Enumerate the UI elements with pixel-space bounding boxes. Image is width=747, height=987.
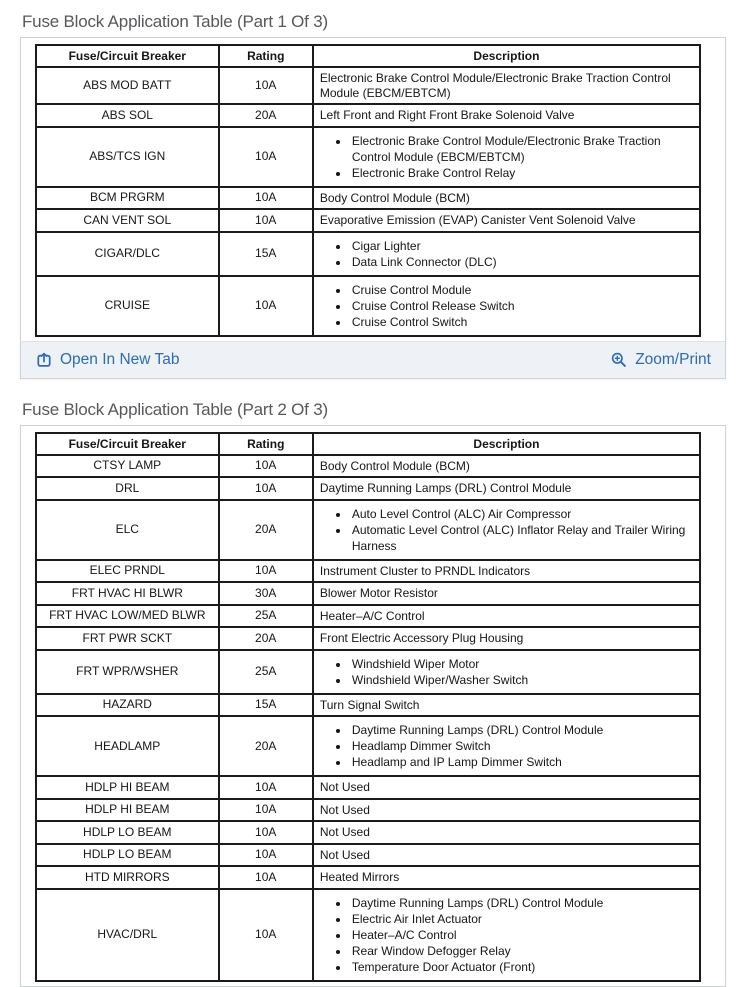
table-row — [36, 716, 700, 776]
description-bullet-list — [320, 282, 691, 330]
rating-cell: 20A — [219, 500, 313, 560]
description-bullet-item: • Windshield Wiper Motor — [350, 656, 691, 672]
table-scan-part2 — [21, 426, 725, 986]
table-row — [36, 694, 700, 717]
description-bullet-list — [320, 133, 691, 181]
rating-cell: 10A — [219, 776, 313, 799]
fuse-table-part1 — [35, 44, 701, 337]
description-text: Heated Mirrors — [319, 870, 400, 884]
fuse-name-cell: CIGAR/DLC — [36, 232, 219, 276]
table-row — [36, 477, 700, 500]
zoom-print-button[interactable] — [610, 351, 711, 369]
rating-cell: 10A — [219, 455, 313, 478]
description-text: Turn Signal Switch — [319, 697, 420, 712]
rating-cell: 10A — [219, 560, 313, 583]
table-card-part1 — [20, 37, 726, 379]
table-row — [36, 455, 700, 478]
table-row — [36, 605, 700, 628]
description-bullet-list — [320, 238, 691, 270]
rating-cell: 20A — [219, 627, 313, 650]
description-cell — [313, 67, 700, 104]
description-text: Not Used — [319, 847, 370, 862]
description-bullet-item: • Automatic Level Control (ALC) Inflator Relay and Trailer Wiring Harness — [350, 522, 691, 554]
table-row — [36, 209, 700, 232]
description-bullet-item: • Headlamp and IP Lamp Dimmer Switch — [350, 754, 691, 770]
fuse-name-cell: ABS SOL — [36, 104, 219, 127]
fuse-name-cell: FRT WPR/WSHER — [36, 650, 219, 694]
column-header-fuse: Fuse/Circuit Breaker — [36, 433, 219, 455]
table-header-row — [36, 433, 700, 455]
page-title-part2: Fuse Block Application Table (Part 2 Of 3) — [22, 399, 328, 419]
table-row — [36, 276, 700, 336]
description-bullet-item: • Daytime Running Lamps (DRL) Control Module — [350, 895, 691, 911]
table-row — [36, 866, 700, 889]
description-bullet-item: • Rear Window Defogger Relay — [350, 943, 691, 959]
fuse-name-cell: BCM PRGRM — [36, 187, 219, 210]
table-row — [36, 776, 700, 799]
open-in-new-tab-button[interactable] — [35, 351, 179, 369]
description-cell — [313, 605, 700, 628]
description-text: Front Electric Accessory Plug Housing — [319, 631, 524, 645]
open-in-new-tab-icon — [35, 351, 53, 369]
description-cell — [313, 799, 700, 822]
rating-cell: 25A — [219, 650, 313, 694]
description-bullet-item: • Daytime Running Lamps (DRL) Control Module — [350, 722, 691, 738]
fuse-name-cell: FRT HVAC LOW/MED BLWR — [36, 605, 219, 628]
table-row — [36, 844, 700, 867]
description-bullet-item: • Cigar Lighter — [350, 238, 691, 254]
description-text: Body Control Module (BCM) — [319, 458, 470, 473]
description-cell — [313, 455, 700, 478]
table-row — [36, 67, 700, 104]
fuse-table-section-part1 — [0, 12, 747, 379]
description-bullet-list — [320, 722, 691, 770]
description-cell — [313, 694, 700, 717]
column-header-rating: Rating — [219, 433, 313, 455]
description-bullet-item: • Data Link Connector (DLC) — [350, 254, 691, 270]
fuse-name-cell: ELC — [36, 500, 219, 560]
open-in-new-tab-label: Open In New Tab — [60, 350, 180, 368]
table-row — [36, 500, 700, 560]
fuse-name-cell: ELEC PRNDL — [36, 560, 219, 583]
description-bullet-item: • Heater–A/C Control — [350, 927, 691, 943]
fuse-name-cell: HEADLAMP — [36, 716, 219, 776]
rating-cell: 25A — [219, 605, 313, 628]
description-cell — [313, 844, 700, 867]
description-bullet-item: • Headlamp Dimmer Switch — [350, 738, 691, 754]
rating-cell: 10A — [219, 477, 313, 500]
table-card-part2 — [20, 425, 726, 987]
rating-cell: 10A — [219, 276, 313, 336]
description-cell — [313, 276, 700, 336]
rating-cell: 10A — [219, 187, 313, 210]
table-row — [36, 821, 700, 844]
rating-cell: 20A — [219, 104, 313, 127]
description-text: Left Front and Right Front Brake Solenoid Valve — [319, 108, 575, 122]
description-bullet-list — [320, 506, 691, 554]
rating-cell: 10A — [219, 67, 313, 104]
column-header-rating: Rating — [219, 45, 313, 67]
description-text: Instrument Cluster to PRNDL Indicators — [319, 563, 531, 578]
description-text: Electronic Brake Control Module/Electronic Brake Traction Control Module (EBCM/EBTCM) — [319, 71, 671, 100]
table-toolbar — [21, 341, 725, 378]
description-cell — [313, 500, 700, 560]
fuse-name-cell: HDLP LO BEAM — [36, 821, 219, 844]
fuse-name-cell: ABS/TCS IGN — [36, 127, 219, 187]
description-bullet-list — [320, 895, 691, 975]
table-row — [36, 232, 700, 276]
table-row — [36, 889, 700, 981]
description-bullet-item: • Auto Level Control (ALC) Air Compressor — [350, 506, 691, 522]
fuse-table-part2 — [35, 432, 701, 982]
column-header-description: Description — [313, 45, 700, 67]
description-cell — [313, 627, 700, 650]
fuse-name-cell: HDLP HI BEAM — [36, 776, 219, 799]
rating-cell: 10A — [219, 209, 313, 232]
description-cell — [313, 127, 700, 187]
table-header-row — [36, 45, 700, 67]
table-row — [36, 104, 700, 127]
description-text: Body Control Module (BCM) — [319, 190, 470, 205]
rating-cell: 15A — [219, 694, 313, 717]
table-row — [36, 582, 700, 605]
description-cell — [313, 187, 700, 210]
fuse-name-cell: HDLP LO BEAM — [36, 844, 219, 867]
description-cell — [313, 866, 700, 889]
description-cell — [313, 209, 700, 232]
fuse-name-cell: FRT HVAC HI BLWR — [36, 582, 219, 605]
description-cell — [313, 889, 700, 981]
rating-cell: 10A — [219, 866, 313, 889]
description-bullet-item: • Cruise Control Module — [350, 282, 691, 298]
rating-cell: 10A — [219, 127, 313, 187]
table-row — [36, 127, 700, 187]
fuse-name-cell: HAZARD — [36, 694, 219, 717]
description-text: Blower Motor Resistor — [319, 586, 438, 600]
column-header-fuse: Fuse/Circuit Breaker — [36, 45, 219, 67]
description-bullet-item: • Electric Air Inlet Actuator — [350, 911, 691, 927]
description-cell — [313, 104, 700, 127]
table-row — [36, 799, 700, 822]
fuse-name-cell: CAN VENT SOL — [36, 209, 219, 232]
description-text: Not Used — [319, 802, 370, 817]
fuse-table-section-part2 — [0, 400, 747, 987]
description-cell — [313, 582, 700, 605]
table-row — [36, 627, 700, 650]
fuse-name-cell: HVAC/DRL — [36, 889, 219, 981]
rating-cell: 10A — [219, 799, 313, 822]
description-cell — [313, 560, 700, 583]
description-cell — [313, 821, 700, 844]
description-bullet-item: • Windshield Wiper/Washer Switch — [350, 672, 691, 688]
page-title-part1: Fuse Block Application Table (Part 1 Of 3) — [22, 12, 328, 31]
column-header-description: Description — [313, 433, 700, 455]
description-bullet-item: • Temperature Door Actuator (Front) — [350, 959, 691, 975]
description-text: Evaporative Emission (EVAP) Canister Vent Solenoid Valve — [319, 213, 636, 227]
fuse-name-cell: ABS MOD BATT — [36, 67, 219, 104]
rating-cell: 10A — [219, 821, 313, 844]
magnifier-plus-icon — [610, 351, 628, 369]
description-bullet-item: • Cruise Control Switch — [350, 314, 691, 330]
description-bullet-list — [320, 656, 691, 688]
description-cell — [313, 716, 700, 776]
page — [0, 12, 747, 987]
fuse-name-cell: DRL — [36, 477, 219, 500]
description-cell — [313, 776, 700, 799]
fuse-name-cell: CRUISE — [36, 276, 219, 336]
description-text: Daytime Running Lamps (DRL) Control Module — [319, 481, 572, 495]
description-cell — [313, 650, 700, 694]
rating-cell: 10A — [219, 889, 313, 981]
table-row — [36, 187, 700, 210]
fuse-name-cell: FRT PWR SCKT — [36, 627, 219, 650]
fuse-name-cell: HDLP HI BEAM — [36, 799, 219, 822]
description-bullet-item: • Electronic Brake Control Module/Electronic Brake Traction Control Module (EBCM/EBTCM) — [350, 133, 691, 165]
table-scan-part1 — [21, 38, 725, 341]
description-bullet-item: • Electronic Brake Control Relay — [350, 165, 691, 181]
rating-cell: 15A — [219, 232, 313, 276]
table-row — [36, 650, 700, 694]
description-text: Not Used — [319, 825, 370, 839]
description-cell — [313, 477, 700, 500]
zoom-print-label: Zoom/Print — [635, 350, 711, 368]
table-row — [36, 560, 700, 583]
description-text: Heater–A/C Control — [319, 608, 425, 623]
description-text: Not Used — [319, 780, 370, 794]
fuse-name-cell: CTSY LAMP — [36, 455, 219, 478]
rating-cell: 30A — [219, 582, 313, 605]
fuse-name-cell: HTD MIRRORS — [36, 866, 219, 889]
description-cell — [313, 232, 700, 276]
rating-cell: 20A — [219, 716, 313, 776]
rating-cell: 10A — [219, 844, 313, 867]
description-bullet-item: • Cruise Control Release Switch — [350, 298, 691, 314]
